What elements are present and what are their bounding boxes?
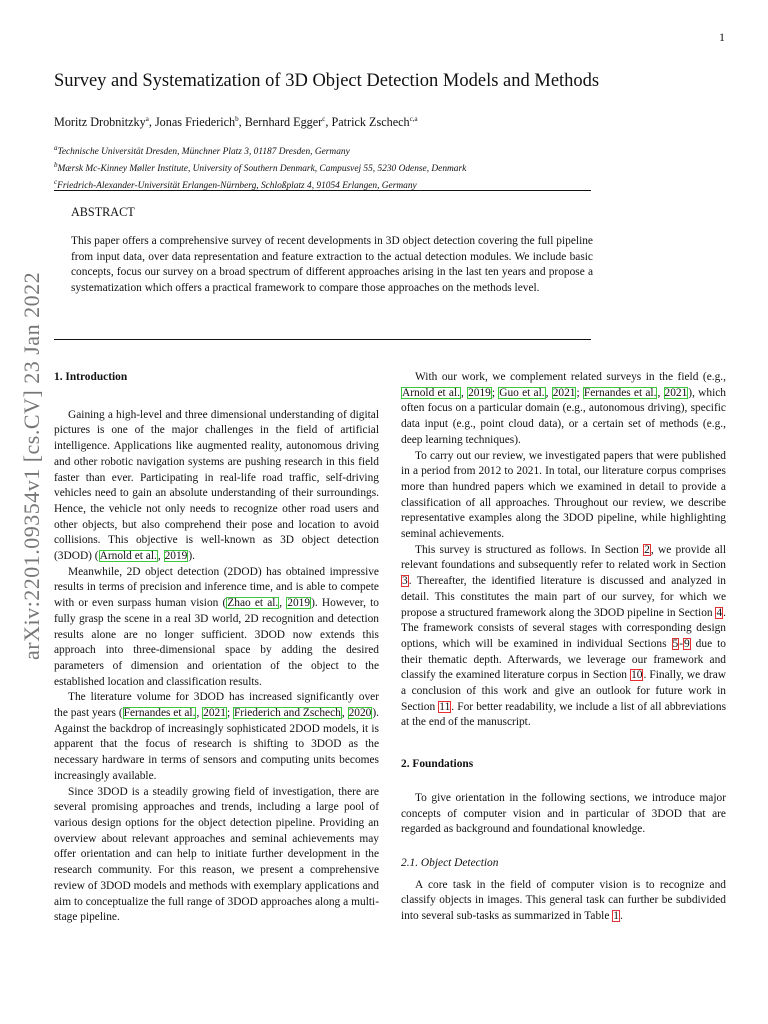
left-column: [54, 370, 379, 926]
text-run: , we provide all relevant foundations and subsequently refer to related work in Section: [401, 543, 726, 572]
text-run: . For better readability, we include a list of all abbreviations at the end of the manuscript.: [401, 700, 726, 729]
author-affiliation-mark: a: [145, 115, 149, 123]
cross-reference-link[interactable]: 9: [684, 637, 690, 650]
text-run: To carry out our review, we investigated papers that were published in a period from 2012 to 2021. In total, our literature corpus comprises more than hundred papers which we examined in detail to provide a classification of all approaches. Throughout our review, we describe representative examples along the 3DOD pipeline, while highlighting seminal achievements.: [401, 449, 726, 541]
text-run: ). Against the backdrop of increasingly sophisticated 2DOD models, it is apparent that the focus of research is shifting to 3DOD as the necessary hardware in terms of sensors and computing units becomes increasingly available.: [54, 707, 379, 782]
author-affiliation-mark: b: [235, 115, 239, 123]
citation-link[interactable]: Guo et al.: [499, 386, 545, 399]
paragraph: [401, 543, 726, 731]
paragraph: [54, 690, 379, 784]
text-run: ), which often focus on a particular domain (e.g., autonomous driving), specific data input (e.g., point cloud data), or a certain set of methods (e.g., deep learning techniques).: [401, 386, 726, 446]
citation-link[interactable]: Fernandes et al.: [583, 386, 657, 399]
affiliation-list: [54, 142, 466, 193]
text-run: ;: [226, 707, 233, 720]
text-run: ,: [341, 707, 348, 720]
author-affiliation-mark: c: [322, 115, 326, 123]
paragraph: [401, 370, 726, 449]
paragraph: [54, 785, 379, 926]
affiliation: $^b$Mærsk Mc-Kinney Møller Institute, University of Southern Denmark, Campusvej 55, 5230 Odense, Denmark: [54, 161, 467, 175]
paragraph: [54, 408, 379, 565]
text-run: due to their thematic depth. Afterwards, we leverage our framework and classify the examined literature corpus in Section: [401, 637, 726, 682]
author[interactable]: Bernhard Egger: [244, 115, 323, 130]
author[interactable]: Jonas Friederich: [154, 115, 236, 130]
author-list: Moritz Drobnitzky$^a$, Jonas Friederich$^b$, Bernhard Egger$^c$, Patrick Zschech$^{c,a}$: [54, 115, 418, 130]
text-run: ,: [461, 386, 468, 399]
text-run: With our work, we complement related surveys in the field (e.g.,: [415, 371, 726, 383]
text-run: Gaining a high-level and three dimensional understanding of digital pictures is one of the major challenges in the field of artificial intelligence. Applications like augmented reality, autonomous driving and other robotic navigation systems are pushing research in this field faster than ever. Participating in real-life road traffic, self-driving vehicles need to gain an absolute understanding of their surroundings. Hence, the vehicle not only needs to recognize other road users and other objects, but also comprehend their pose and location to avoid collisions. This objective is well-known as 3D object detection (3DOD) (: [54, 408, 379, 563]
cross-reference-link[interactable]: 10: [631, 669, 643, 682]
paragraph: [401, 878, 726, 925]
citation-link[interactable]: Zhao et al.: [227, 597, 279, 610]
author[interactable]: Patrick Zschech: [331, 115, 410, 130]
paragraph: [401, 449, 726, 543]
text-run: Since 3DOD is a steadily growing field of investigation, there are several promising approaches and trends, including a large pool of various design options for the object detection pipeline. Providing an overview about relevant approaches and seminal achievements may offer orientation and can help to initiate further development in the research community. For this reason, we present a comprehensive review of 3DOD models and methods with exemplary applications and aim to conceptualize the full range of 3DOD approaches along a multi-stage pipeline.: [54, 785, 379, 924]
citation-link[interactable]: 2019: [287, 597, 311, 610]
author[interactable]: Moritz Drobnitzky: [54, 115, 146, 130]
text-run: . The framework consists of several stages with corresponding design options, which will be examined in individual Sections: [401, 606, 726, 650]
cross-reference-link[interactable]: 4: [716, 606, 723, 619]
paragraph: [54, 565, 379, 691]
text-run: ,: [157, 550, 164, 563]
text-run: ).: [188, 550, 196, 563]
subsection-heading-object-detection: 2.1. Object Detection: [401, 856, 499, 869]
affiliation: $^c$Friedrich-Alexander-Universität Erlangen-Nürnberg, Schloßplatz 4, 91054 Erlangen, Germany: [54, 178, 417, 192]
abstract-text: This paper offers a comprehensive survey of recent developments in 3D object detection covering the full pipeline from input data, over data representation and feature extraction to the actual detection modules. We include basic concepts, focus our survey on a broad spectrum of different approaches arising in the last ten years and propose a systematization which offers a practical framework to compare those approaches on the methods level.: [71, 235, 593, 294]
citation-link[interactable]: 2019: [164, 550, 188, 563]
citation-link[interactable]: 2021: [203, 707, 226, 720]
citation-link[interactable]: Arnold et al.: [99, 550, 157, 563]
text-run: ;: [491, 386, 499, 399]
cross-reference-link[interactable]: 2: [644, 543, 650, 556]
text-run: ;: [576, 386, 583, 399]
page-number: 1: [719, 30, 725, 44]
author-affiliation-mark: c,a: [409, 115, 418, 123]
citation-link[interactable]: 2019: [468, 386, 491, 399]
text-run: ). However, to fully grasp the scene in a real 3D world, 2D recognition and detection results alone are no longer sufficient. 3DOD now extends this approach into three-dimensional space by adding the desired parameters of dimension and orientation of the object to the established location and classification results.: [54, 597, 379, 688]
cross-reference-link[interactable]: 5: [672, 637, 679, 650]
citation-link[interactable]: 2021: [664, 386, 688, 399]
text-run: This survey is structured as follows. In Section: [415, 543, 644, 556]
citation-link[interactable]: 2021: [552, 386, 576, 399]
affiliation: $^a$Technische Universität Dresden, Münchner Platz 3, 01187 Dresden, Germany: [54, 144, 350, 158]
text-run: . Finally, we draw a conclusion of this work and give an outlook for future work in Section: [401, 669, 726, 713]
abstract-top-rule: [54, 190, 591, 191]
text-run: ,: [196, 707, 203, 720]
cross-reference-link[interactable]: 11: [439, 700, 451, 713]
citation-link[interactable]: 2020: [348, 707, 372, 720]
cross-reference-link[interactable]: 1: [613, 910, 619, 923]
text-run: .: [619, 910, 623, 923]
text-run: The literature volume for 3DOD has increased significantly over the past years (: [54, 691, 379, 720]
text-run: ,: [657, 386, 664, 399]
text-run: ,: [545, 386, 552, 399]
right-column: [401, 370, 726, 925]
cross-reference-link[interactable]: 3: [402, 575, 408, 588]
citation-link[interactable]: Arnold et al.: [402, 386, 461, 399]
abstract-bottom-rule: [54, 339, 591, 340]
section-heading-foundations: 2. Foundations: [401, 758, 474, 771]
text-run: -: [679, 637, 683, 650]
arxiv-identifier: arXiv:2201.09354v1 [cs.CV] 23 Jan 2022: [19, 271, 44, 660]
abstract-heading: ABSTRACT: [71, 205, 135, 219]
text-run: . Thereafter, the identified literature is discussed and analyzed in detail. This constitutes the main part of our survey, for which we propose a structured framework along the 3DOD pipeline in Section: [401, 575, 726, 619]
paragraph: To give orientation in the following sections, we introduce major concepts of computer vision and in particular of 3DOD that are regarded as background and foundational knowledge.: [401, 791, 726, 836]
text-run: ,: [279, 597, 287, 610]
section-heading-introduction: 1. Introduction: [54, 371, 128, 383]
text-run: A core task in the field of computer vision is to recognize and classify objects in images. This general task can further be subdivided into several sub-tasks as summarized in Table: [401, 878, 726, 923]
text-run: Meanwhile, 2D object detection (2DOD) has obtained impressive results in terms of precision and inference time, and is able to compete with or even surpass human vision (: [54, 565, 379, 610]
citation-link[interactable]: Fernandes et al.: [123, 707, 196, 720]
paper-title: Survey and Systematization of 3D Object Detection Models and Methods: [54, 71, 600, 91]
citation-link[interactable]: Friederich and Zschech: [233, 707, 341, 720]
